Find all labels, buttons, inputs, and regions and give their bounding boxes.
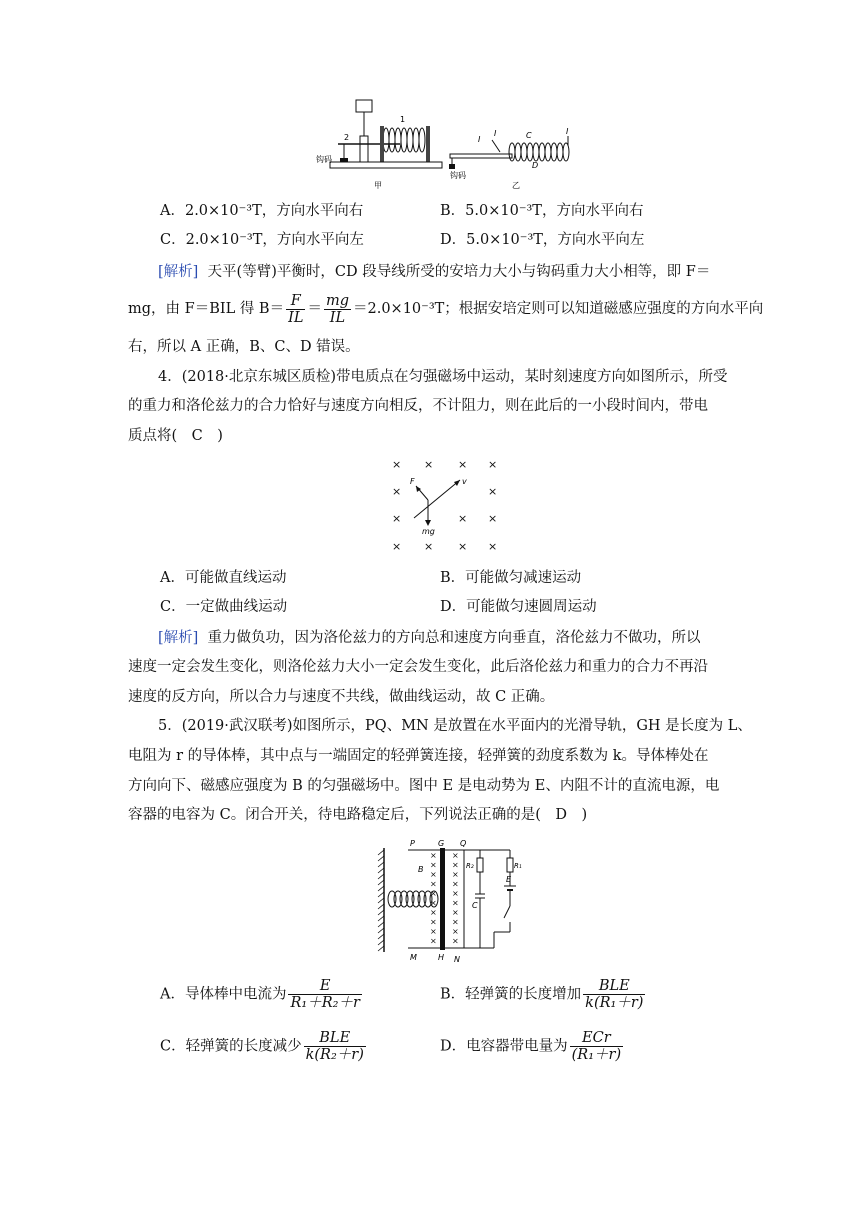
q5-label-H: H bbox=[438, 953, 445, 962]
equals-sign: ＝ bbox=[307, 301, 322, 317]
q3-label-jia: 甲 bbox=[374, 181, 382, 190]
q4-analysis-text-1: 重力做负功，因为洛伦兹力的方向总和速度方向垂直，洛伦兹力不做功，所以 bbox=[207, 630, 701, 646]
field-cross: × bbox=[452, 936, 459, 946]
q4-analysis-line-1 bbox=[158, 627, 768, 649]
q5-label-P: P bbox=[410, 839, 415, 848]
field-cross: × bbox=[458, 512, 468, 525]
q3-analysis-text-1: 天平(等臂)平衡时，CD 段导线所受的安培力大小与钩码重力大小相等，即 F＝ bbox=[207, 264, 711, 280]
field-cross: × bbox=[392, 540, 402, 553]
field-cross: × bbox=[452, 870, 459, 879]
q5-label-G: G bbox=[438, 839, 445, 848]
q3-option-c: C．2.0×10⁻³T，方向水平向左 bbox=[160, 232, 364, 248]
q5-stem-line-3: 方向向下、磁感应强度为 B 的匀强磁场中。图中 E 是电动势为 E、内阻不计的直流电源，电 bbox=[128, 778, 720, 794]
q4-stem-line-2: 的重力和洛伦兹力的合力恰好与速度方向相反，不计阻力，则在此后的一小段时间内，带电 bbox=[128, 398, 708, 414]
field-cross: × bbox=[488, 540, 498, 553]
q3-label-D: D bbox=[532, 161, 539, 170]
q5-option-a-text: A．导体棒中电流为 bbox=[160, 986, 287, 1003]
q3-label-I3: I bbox=[566, 127, 569, 136]
q4-option-c: C．一定做曲线运动 bbox=[160, 599, 288, 615]
field-cross: × bbox=[452, 889, 459, 898]
q5-figure bbox=[374, 836, 534, 966]
field-cross: × bbox=[430, 936, 437, 946]
analysis-tag: [解析] bbox=[158, 630, 199, 646]
q4-stem-line-3: 质点将( C ) bbox=[128, 428, 223, 444]
q5-label-B: B bbox=[418, 865, 424, 874]
field-cross: × bbox=[392, 458, 402, 471]
field-cross: × bbox=[452, 860, 459, 870]
q5-option-a bbox=[160, 978, 364, 1011]
q5-option-c bbox=[160, 1030, 368, 1063]
field-cross: × bbox=[452, 898, 459, 908]
q5-option-d-fraction: $\frac{\text{ECr}}{\text{(R₁＋r)}}$ bbox=[571, 1030, 622, 1063]
field-cross: × bbox=[452, 879, 459, 889]
q3-label-C: C bbox=[526, 131, 532, 140]
q3-option-d: D．5.0×10⁻³T，方向水平向左 bbox=[440, 232, 645, 248]
field-cross: × bbox=[430, 879, 437, 889]
q3-analysis-line-2 bbox=[128, 292, 764, 326]
q3-analysis-line-1 bbox=[158, 261, 768, 283]
field-cross: × bbox=[488, 458, 498, 471]
field-cross: × bbox=[430, 889, 437, 898]
field-cross: × bbox=[452, 851, 459, 860]
q5-stem-line-1: 5．(2019·武汉联考)如图所示，PQ、MN 是放置在水平面内的光滑导轨，GH 是长度为 L、 bbox=[158, 718, 752, 734]
q5-option-d-text: D．电容器带电量为 bbox=[440, 1038, 568, 1055]
q3-analysis-text-2a: mg，由 F＝BIL 得 B＝ bbox=[128, 301, 285, 317]
q5-option-c-text: C．轻弹簧的长度减少 bbox=[160, 1038, 302, 1055]
field-cross: × bbox=[458, 458, 468, 471]
q5-stem-line-2: 电阻为 r 的导体棒，其中点与一端固定的轻弹簧连接，轻弹簧的劲度系数为 k。导体棒处在 bbox=[128, 748, 709, 764]
q3-label-I1: I bbox=[478, 135, 481, 144]
field-cross: × bbox=[430, 870, 437, 879]
q3-analysis-line-3: 右，所以 A 正确，B、C、D 错误。 bbox=[128, 339, 360, 355]
q5-option-c-fraction: $\frac{\text{BLE}}{\text{k(R₂＋r)}}$ bbox=[305, 1030, 364, 1063]
q5-label-M: M bbox=[410, 953, 417, 962]
q5-label-Q: Q bbox=[460, 839, 467, 848]
q3-label-gouma1: 钩码 bbox=[316, 155, 332, 164]
q5-label-N: N bbox=[454, 955, 460, 964]
q5-option-a-fraction: $\frac{E}{\text{R₁＋R₂＋r}}$ bbox=[290, 978, 360, 1011]
fraction-f-il: $\frac{F}{IL}$ bbox=[288, 292, 304, 326]
field-cross: × bbox=[430, 917, 437, 927]
field-cross: × bbox=[430, 908, 437, 917]
field-cross: × bbox=[452, 927, 459, 936]
field-cross: × bbox=[430, 851, 437, 860]
field-cross: × bbox=[430, 898, 437, 908]
field-cross: × bbox=[488, 512, 498, 525]
q5-label-E: E bbox=[506, 875, 512, 884]
field-cross: × bbox=[430, 927, 437, 936]
q3-label-yi: 乙 bbox=[512, 181, 520, 190]
q3-option-a: A．2.0×10⁻³T，方向水平向右 bbox=[160, 203, 364, 219]
q5-option-b-fraction: $\frac{\text{BLE}}{\text{k(R₁＋r)}}$ bbox=[585, 978, 644, 1011]
q5-stem-line-4: 容器的电容为 C。闭合开关，待电路稳定后，下列说法正确的是( D ) bbox=[128, 807, 588, 823]
q4-label-v: v bbox=[462, 477, 467, 486]
field-cross: × bbox=[452, 917, 459, 927]
q4-option-a: A．可能做直线运动 bbox=[160, 570, 287, 586]
q5-label-R1: R₁ bbox=[514, 862, 522, 870]
q3-label-I2: I bbox=[494, 129, 497, 138]
q3-analysis-text-2b: ＝2.0×10⁻³T；根据安培定则可以知道磁感应强度的方向水平向 bbox=[353, 301, 764, 317]
q4-analysis-line-2: 速度一定会发生变化，则洛伦兹力大小一定会发生变化，此后洛伦兹力和重力的合力不再沿 bbox=[128, 659, 708, 675]
q4-label-mg: mg bbox=[422, 527, 435, 536]
q3-label-n2: 2 bbox=[344, 133, 350, 142]
field-cross: × bbox=[488, 485, 498, 498]
q5-label-R2: R₂ bbox=[466, 862, 474, 870]
fraction-mg-il: $\frac{mg}{IL}$ bbox=[325, 292, 349, 326]
q3-figure bbox=[300, 96, 590, 192]
field-cross: × bbox=[392, 512, 402, 525]
q4-figure bbox=[380, 454, 510, 558]
analysis-tag: [解析] bbox=[158, 264, 199, 280]
q5-option-b bbox=[440, 978, 647, 1011]
field-cross: × bbox=[424, 540, 434, 553]
field-cross: × bbox=[424, 458, 434, 471]
field-cross: × bbox=[452, 908, 459, 917]
q4-option-d: D．可能做匀速圆周运动 bbox=[440, 599, 597, 615]
field-cross: × bbox=[458, 540, 468, 553]
q5-label-C: C bbox=[472, 901, 478, 910]
field-cross: × bbox=[392, 485, 402, 498]
q4-label-F: F bbox=[410, 477, 415, 486]
q4-option-b: B．可能做匀减速运动 bbox=[440, 570, 582, 586]
q3-option-b: B．5.0×10⁻³T，方向水平向右 bbox=[440, 203, 644, 219]
q3-label-gouma2: 钩码 bbox=[450, 171, 466, 180]
q5-option-b-text: B．轻弹簧的长度增加 bbox=[440, 986, 582, 1003]
q3-label-n1: 1 bbox=[400, 115, 406, 124]
field-cross: × bbox=[430, 860, 437, 870]
q4-analysis-line-3: 速度的反方向，所以合力与速度不共线，做曲线运动，故 C 正确。 bbox=[128, 689, 555, 705]
q4-stem-line-1: 4．(2018·北京东城区质检)带电质点在匀强磁场中运动，某时刻速度方向如图所示，所受 bbox=[158, 369, 728, 385]
q5-option-d bbox=[440, 1030, 625, 1063]
